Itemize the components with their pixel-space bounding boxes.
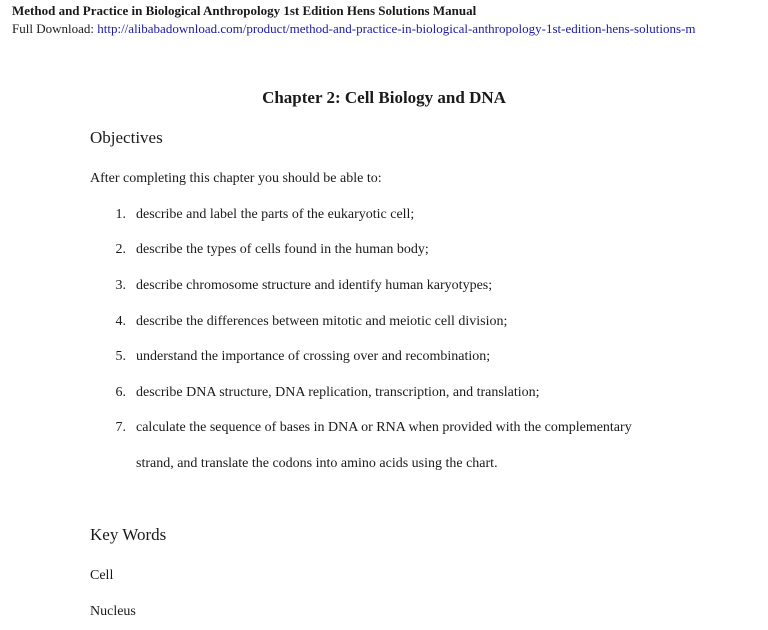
objective-text: describe the types of cells found in the human body; xyxy=(136,242,429,257)
key-words-heading: Key Words xyxy=(90,525,167,544)
objective-continuation: strand, and translate the codons into amino acids using the chart. xyxy=(136,456,498,471)
objective-number: 2. xyxy=(115,242,126,257)
download-label: Full Download: xyxy=(12,21,98,36)
key-word-item: Cell xyxy=(90,568,114,583)
document-header-title: Method and Practice in Biological Anthropology 1st Edition Hens Solutions Manual xyxy=(12,3,477,18)
objective-number: 5. xyxy=(115,349,126,364)
objective-text: understand the importance of crossing over and recombination; xyxy=(136,349,491,364)
objective-number: 4. xyxy=(115,314,126,329)
objective-number: 1. xyxy=(115,207,126,222)
objective-number: 3. xyxy=(115,278,126,293)
objective-text: describe DNA structure, DNA replication, transcription, and translation; xyxy=(136,385,540,400)
objective-number: 6. xyxy=(115,385,126,400)
objectives-intro: After completing this chapter you should be able to: xyxy=(90,171,382,186)
objective-text: describe chromosome structure and identify human karyotypes; xyxy=(136,278,493,293)
key-word-item: Nucleus xyxy=(90,604,136,619)
download-link[interactable]: http://alibabadownload.com/product/method-and-practice-in-biological-anthropology-1st-edition-hens-solutions-m xyxy=(97,21,696,36)
chapter-title: Chapter 2: Cell Biology and DNA xyxy=(262,88,506,107)
objective-number: 7. xyxy=(115,420,126,435)
objective-text: describe the differences between mitotic and meiotic cell division; xyxy=(136,314,508,329)
download-line xyxy=(12,21,768,37)
objective-text: calculate the sequence of bases in DNA or RNA when provided with the complementary xyxy=(136,420,632,435)
objectives-heading: Objectives xyxy=(90,128,163,147)
objective-text: describe and label the parts of the eukaryotic cell; xyxy=(136,207,415,222)
